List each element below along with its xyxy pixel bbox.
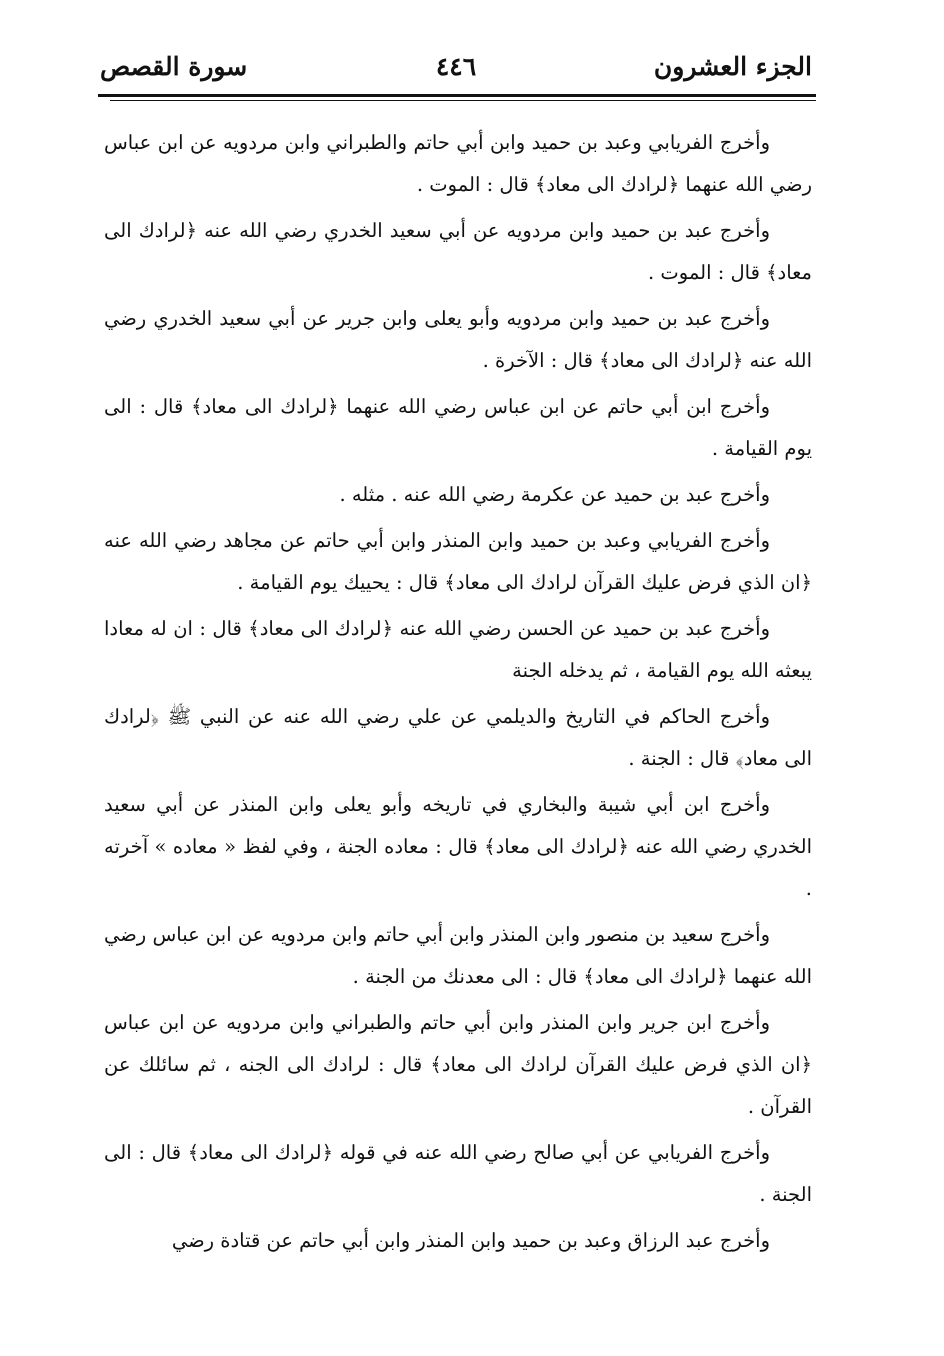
narration-paragraph: وأخرج عبد بن حميد وابن مردويه عن أبي سعيد الخدري رضي الله عنه ﴿لرادك الى معاد﴾ قال : الموت . xyxy=(104,219,812,284)
narration-paragraph: وأخرج الفريابي عن أبي صالح رضي الله عنه في قوله ﴿لرادك الى معاد﴾ قال : الى الجنة . xyxy=(104,1141,812,1206)
narration-paragraph: وأخرج الحاكم في التاريخ والديلمي عن علي رضي الله عنه عن النبي ﷺ ﴿لرادك الى معاد﴾ قال : الجنة . xyxy=(104,705,812,770)
narration-paragraph: وأخرج ابن أبي شيبة والبخاري في تاريخه وأبو يعلى وابن المنذر عن أبي سعيد الخدري رضي الله عنه ﴿لرادك الى معاد﴾ قال : معاده الجنة ، وفي لفظ « معاده » آخرته . xyxy=(104,793,812,900)
page-number: ٤٤٦ xyxy=(435,52,477,81)
narration-paragraph: وأخرج عبد بن حميد وابن مردويه وأبو يعلى وابن جرير عن أبي سعيد الخدري رضي الله عنه ﴿لرادك الى معاد﴾ قال : الآخرة . xyxy=(104,307,812,372)
body-text xyxy=(104,122,812,1266)
narration-paragraph: وأخرج عبد بن حميد عن الحسن رضي الله عنه ﴿لرادك الى معاد﴾ قال : ان له معادا يبعثه الله يوم القيامة ، ثم يدخله الجنة xyxy=(104,617,812,682)
part-title: الجزء العشرون xyxy=(653,52,812,81)
narration-paragraph: وأخرج ابن جرير وابن المنذر وابن أبي حاتم والطبراني وابن مردويه عن ابن عباس ﴿ان الذي فرض عليك القرآن لرادك الى معاد﴾ قال : لرادك الى الجنه ، ثم سائلك عن القرآن . xyxy=(104,1011,812,1118)
surah-title: سورة القصص xyxy=(100,52,248,81)
narration-paragraph: وأخرج الفريابي وعبد بن حميد وابن أبي حاتم والطبراني وابن مردويه عن ابن عباس رضي الله عنهما ﴿لرادك الى معاد﴾ قال : الموت . xyxy=(104,131,812,196)
narration-paragraph: وأخرج عبد الرزاق وعبد بن حميد وابن المنذر وابن أبي حاتم عن قتادة رضي xyxy=(171,1229,770,1252)
narration-paragraph: وأخرج عبد بن حميد عن عكرمة رضي الله عنه . مثله . xyxy=(339,483,770,506)
narration-paragraph: وأخرج ابن أبي حاتم عن ابن عباس رضي الله عنهما ﴿لرادك الى معاد﴾ قال : الى يوم القيامة . xyxy=(104,395,812,460)
header-rule-thin xyxy=(110,100,816,101)
header-rule xyxy=(98,94,816,97)
running-header xyxy=(100,52,812,92)
narration-paragraph: وأخرج الفريابي وعبد بن حميد وابن المنذر وابن أبي حاتم عن مجاهد رضي الله عنه ﴿ان الذي فرض عليك القرآن لرادك الى معاد﴾ قال : يحييك يوم القيامة . xyxy=(104,529,812,594)
narration-paragraph: وأخرج سعيد بن منصور وابن المنذر وابن أبي حاتم وابن مردويه عن ابن عباس رضي الله عنهما ﴿لرادك الى معاد﴾ قال : الى معدنك من الجنة . xyxy=(104,923,812,988)
